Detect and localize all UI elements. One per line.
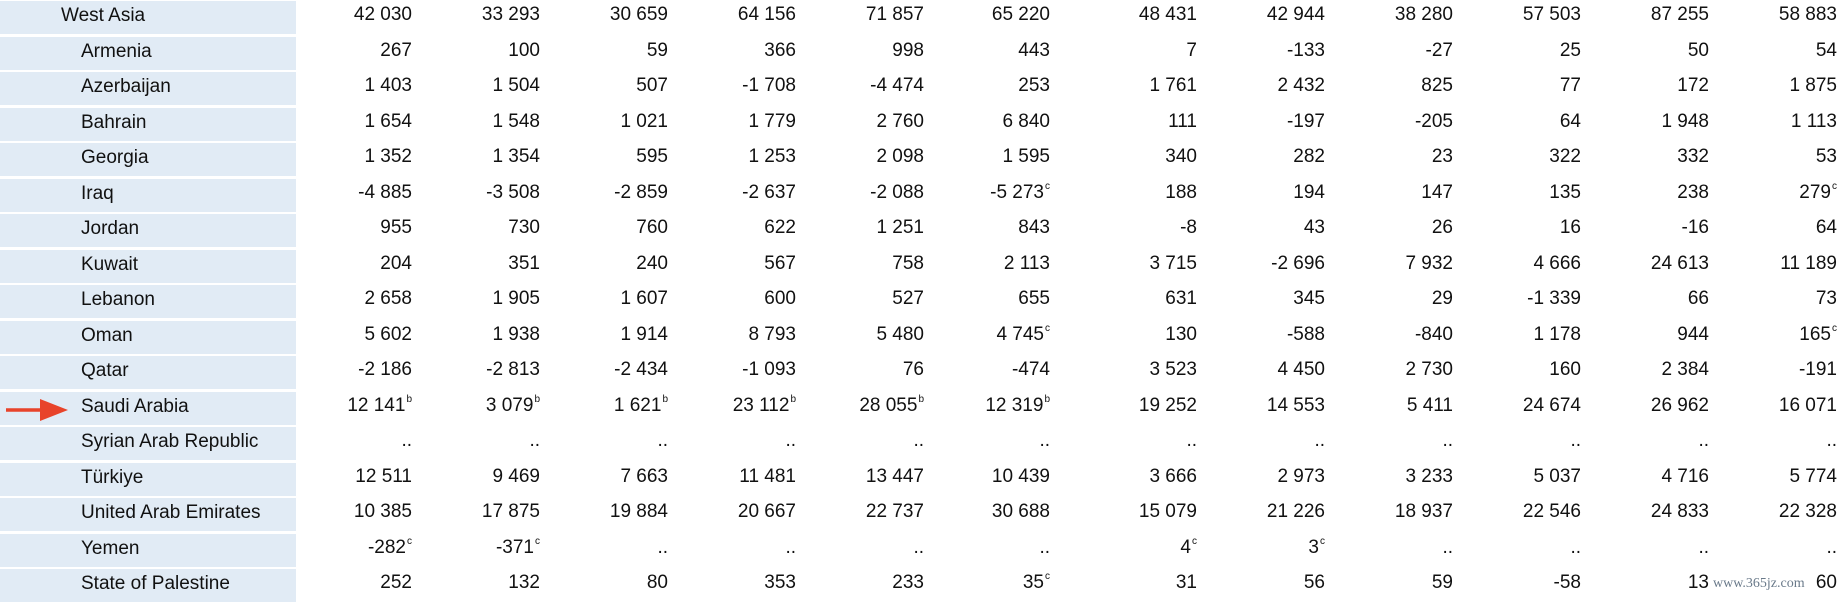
footnote-marker: c <box>1832 322 1837 334</box>
table-cell: 1 548 <box>492 110 540 132</box>
table-cell: 188 <box>1165 181 1197 203</box>
table-cell: -16 <box>1681 217 1709 238</box>
table-cell: 1 113 <box>1790 110 1837 132</box>
table-cell: 2 760 <box>876 110 924 132</box>
row-label: West Asia <box>0 1 296 34</box>
table-cell: 59 <box>1431 572 1453 593</box>
table-cell: 238 <box>1677 181 1709 203</box>
table-cell: -2 696 <box>1271 252 1325 274</box>
table-row <box>0 533 1848 563</box>
table-cell: 240 <box>636 252 668 274</box>
table-cell: .. <box>913 430 924 451</box>
table-cell: 655 <box>1018 288 1050 309</box>
table-cell: 38 280 <box>1394 4 1453 25</box>
table-cell: 758 <box>892 252 924 274</box>
table-cell: -4 474 <box>870 75 924 96</box>
table-cell: 76 <box>902 359 924 380</box>
table-cell: 58 883 <box>1778 4 1837 25</box>
table-cell: 25 <box>1559 39 1581 61</box>
footnote-marker: b <box>918 393 924 405</box>
table-cell: 5 411 <box>1406 394 1453 416</box>
table-cell: 24 833 <box>1650 501 1709 522</box>
table-cell: -205 <box>1414 110 1453 132</box>
table-cell: 19 884 <box>609 501 668 522</box>
table-cell: 825 <box>1421 75 1453 96</box>
row-label: Iraq <box>0 179 296 212</box>
table-cell: .. <box>1826 430 1837 451</box>
table-cell: 6 840 <box>1002 110 1050 132</box>
table-cell: 1 403 <box>364 75 412 96</box>
table-cell: 7 <box>1186 39 1197 61</box>
table-cell: 3 079$^b$ <box>485 393 540 416</box>
table-cell: 12 141$^b$ <box>347 393 412 416</box>
table-cell: 17 875 <box>481 501 540 522</box>
footnote-marker: c <box>535 535 540 547</box>
table-cell: 4 666 <box>1533 252 1581 274</box>
table-row <box>0 426 1848 456</box>
red-arrow-icon <box>6 395 68 425</box>
row-label: United Arab Emirates <box>0 498 296 531</box>
table-cell: -191 <box>1798 359 1837 380</box>
table-cell: 1 938 <box>492 323 540 345</box>
table-cell: 3 523 <box>1149 359 1197 380</box>
table-cell: 1 948 <box>1661 110 1709 132</box>
table-cell: 595 <box>636 146 668 167</box>
table-cell: 233 <box>892 572 924 593</box>
table-cell: 622 <box>764 217 796 238</box>
table-cell: .. <box>785 430 796 451</box>
table-cell: 760 <box>636 217 668 238</box>
table-cell: 130 <box>1165 323 1197 345</box>
table-cell: 1 761 <box>1149 75 1197 96</box>
table-cell: .. <box>913 536 924 558</box>
table-cell: 2 113 <box>1003 252 1050 274</box>
table-cell: -3 508 <box>486 181 540 203</box>
footnote-marker: c <box>1320 535 1325 547</box>
table-cell: 19 252 <box>1138 394 1197 416</box>
footnote-marker: c <box>407 535 412 547</box>
table-cell: 7 932 <box>1405 252 1453 274</box>
table-cell: 11 481 <box>739 465 796 487</box>
footnote-marker: b <box>406 393 412 405</box>
table-cell: 42 944 <box>1266 4 1325 25</box>
table-cell: 65 220 <box>991 4 1050 25</box>
footnote-marker: c <box>1832 180 1837 192</box>
table-cell: 600 <box>764 288 796 309</box>
table-cell: .. <box>657 536 668 558</box>
table-cell: 77 <box>1559 75 1581 96</box>
table-cell: 24 674 <box>1522 394 1581 416</box>
table-cell: 54 <box>1815 39 1837 61</box>
table-cell: .. <box>1698 430 1709 451</box>
table-cell: .. <box>1442 430 1453 451</box>
table-cell: 1 779 <box>748 110 796 132</box>
table-cell: -840 <box>1414 323 1453 345</box>
table-cell: 253 <box>1018 75 1050 96</box>
table-cell: 345 <box>1293 288 1325 309</box>
table-row <box>0 213 1848 243</box>
table-cell: 64 156 <box>737 4 796 25</box>
table-cell: 2 658 <box>364 288 412 309</box>
table-cell: 1 905 <box>492 288 540 309</box>
table-cell: 132 <box>508 572 540 593</box>
table-cell: 443 <box>1018 39 1050 61</box>
table-cell: -1 093 <box>742 359 796 380</box>
table-cell: 1 875 <box>1789 75 1837 96</box>
table-cell: 267 <box>380 39 412 61</box>
table-cell: -8 <box>1180 217 1197 238</box>
table-cell: 26 <box>1431 217 1453 238</box>
table-cell: 59 <box>646 39 668 61</box>
table-cell: 5 480 <box>876 323 924 345</box>
table-cell: 1 654 <box>364 110 412 132</box>
table-cell: 1 251 <box>876 217 924 238</box>
table-cell: 111 <box>1168 110 1197 132</box>
table-cell: 4 745$^c$ <box>996 322 1050 345</box>
table-cell: 16 <box>1559 217 1581 238</box>
table-cell: .. <box>1039 430 1050 451</box>
table-cell: 53 <box>1815 146 1837 167</box>
table-cell: 135 <box>1549 181 1581 203</box>
row-label: Lebanon <box>0 285 296 318</box>
row-label: Armenia <box>0 37 296 70</box>
table-cell: 5 037 <box>1533 465 1581 487</box>
table-cell: 13 447 <box>865 465 924 487</box>
table-cell: 7 663 <box>620 465 668 487</box>
table-cell: 21 226 <box>1266 501 1325 522</box>
table-cell: .. <box>1826 536 1837 558</box>
row-label: Yemen <box>0 534 296 567</box>
row-label: Bahrain <box>0 108 296 141</box>
table-cell: .. <box>401 430 412 451</box>
table-cell: 16 071 <box>1778 394 1837 416</box>
table-cell: -2 186 <box>358 359 412 380</box>
table-cell: 252 <box>380 572 412 593</box>
table-cell: 147 <box>1421 181 1453 203</box>
table-cell: 56 <box>1303 572 1325 593</box>
table-cell: 282 <box>1293 146 1325 167</box>
table-cell: 5 774 <box>1789 465 1837 487</box>
table-cell: .. <box>1039 536 1050 558</box>
table-cell: 31 <box>1175 572 1197 593</box>
table-cell: 73 <box>1815 288 1837 309</box>
table-cell: 1 504 <box>492 75 540 96</box>
table-cell: 4$^c$ <box>1180 535 1197 558</box>
table-cell: .. <box>1570 430 1581 451</box>
row-label: Qatar <box>0 356 296 389</box>
table-cell: 527 <box>892 288 924 309</box>
row-label: Azerbaijan <box>0 72 296 105</box>
table-cell: 332 <box>1677 146 1709 167</box>
table-row <box>0 71 1848 101</box>
table-cell: 26 962 <box>1650 394 1709 416</box>
table-cell: 2 730 <box>1405 359 1453 380</box>
table-cell: -1 339 <box>1527 288 1581 309</box>
table-cell: 1 595 <box>1002 146 1050 167</box>
table-cell: 71 857 <box>865 4 924 25</box>
table-cell: .. <box>529 430 540 451</box>
table-cell: -197 <box>1286 110 1325 132</box>
table-cell: 353 <box>764 572 796 593</box>
table-row <box>0 284 1848 314</box>
table-cell: 2 384 <box>1661 359 1709 380</box>
table-cell: 24 613 <box>1650 252 1709 274</box>
table-cell: 1 621$^b$ <box>613 393 668 416</box>
table-cell: 30 688 <box>991 501 1050 522</box>
footnote-marker: c <box>1045 180 1050 192</box>
row-label: Oman <box>0 321 296 354</box>
table-cell: 194 <box>1293 181 1325 203</box>
table-cell: 351 <box>508 252 540 274</box>
table-cell: 35$^c$ <box>1022 571 1050 593</box>
table-cell: 3 233 <box>1405 465 1453 487</box>
table-cell: 87 255 <box>1650 4 1709 25</box>
table-row <box>0 0 1848 30</box>
table-cell: 340 <box>1165 146 1197 167</box>
table-row <box>0 36 1848 66</box>
table-cell: .. <box>1186 430 1197 451</box>
table-cell: 22 328 <box>1778 501 1837 522</box>
table-cell: 80 <box>646 572 668 593</box>
table-cell: -27 <box>1425 39 1453 61</box>
table-cell: 4 450 <box>1277 359 1325 380</box>
table-cell: 30 659 <box>609 4 668 25</box>
table-cell: 12 319$^b$ <box>985 393 1050 416</box>
table-cell: 12 511 <box>355 465 412 487</box>
table-cell: .. <box>1698 536 1709 558</box>
table-row <box>0 249 1848 279</box>
table-cell: -133 <box>1286 39 1325 61</box>
table-cell: 204 <box>380 252 412 274</box>
table-cell: 42 030 <box>353 4 412 25</box>
table-cell: 1 607 <box>620 288 668 309</box>
table-cell: -4 885 <box>358 181 412 203</box>
footnote-marker: b <box>534 393 540 405</box>
table-cell: 998 <box>892 39 924 61</box>
table-cell: 4 716 <box>1661 465 1709 487</box>
table-cell: 9 469 <box>492 465 540 487</box>
table-cell: 15 079 <box>1138 501 1197 522</box>
table-cell: -2 859 <box>614 181 668 203</box>
table-cell: -371$^c$ <box>495 535 540 558</box>
table-cell: 366 <box>764 39 796 61</box>
table-cell: 23 112$^b$ <box>732 393 796 416</box>
table-cell: -2 813 <box>486 359 540 380</box>
row-label: Jordan <box>0 214 296 247</box>
table-cell: 33 293 <box>481 4 540 25</box>
footnote-marker: c <box>1045 571 1050 582</box>
row-label: Saudi Arabia <box>0 392 296 425</box>
table-cell: 23 <box>1431 146 1453 167</box>
table-cell: 18 937 <box>1394 501 1453 522</box>
table-row <box>0 178 1848 208</box>
table-cell: 10 385 <box>353 501 412 522</box>
table-cell: 14 553 <box>1266 394 1325 416</box>
table-cell: 2 973 <box>1277 465 1325 487</box>
table-row <box>0 568 1848 598</box>
footnote-marker: c <box>1045 322 1050 334</box>
table-cell: -474 <box>1011 359 1050 380</box>
table-cell: 165$^c$ <box>1799 322 1837 345</box>
row-label: Syrian Arab Republic <box>0 427 296 460</box>
row-label: Georgia <box>0 143 296 176</box>
table-row <box>0 107 1848 137</box>
table-cell: 955 <box>380 217 412 238</box>
table-cell: 843 <box>1018 217 1050 238</box>
table-cell: 322 <box>1549 146 1581 167</box>
table-cell: 3 715 <box>1149 252 1197 274</box>
table-cell: 172 <box>1677 75 1709 96</box>
row-label: Kuwait <box>0 250 296 283</box>
table-cell: 57 503 <box>1522 4 1581 25</box>
watermark-text: www.365jz.com <box>1713 576 1805 591</box>
table-cell: 1 021 <box>620 110 668 132</box>
row-label: Türkiye <box>0 463 296 496</box>
table-cell: 48 431 <box>1138 4 1197 25</box>
table-row <box>0 355 1848 385</box>
footnote-marker: b <box>662 393 668 405</box>
table-cell: 13 <box>1687 572 1709 593</box>
table-row <box>0 462 1848 492</box>
table-cell: 730 <box>508 217 540 238</box>
table-cell: 1 354 <box>492 146 540 167</box>
table-cell: .. <box>785 536 796 558</box>
table-cell: 3 666 <box>1149 465 1197 487</box>
table-cell: 43 <box>1303 217 1325 238</box>
table-cell: 1 914 <box>620 323 668 345</box>
table-cell: .. <box>1570 536 1581 558</box>
table-cell: 631 <box>1165 288 1197 309</box>
table-cell: 50 <box>1687 39 1709 61</box>
table-cell: 100 <box>508 39 540 61</box>
table-row <box>0 391 1848 421</box>
table-cell: -5 273$^c$ <box>990 180 1050 203</box>
table-cell: 160 <box>1549 359 1581 380</box>
table-cell: .. <box>1442 536 1453 558</box>
table-row <box>0 497 1848 527</box>
table-cell: -58 <box>1553 572 1581 593</box>
table-cell: 567 <box>764 252 796 274</box>
table-cell: -588 <box>1286 323 1325 345</box>
table-cell: .. <box>657 430 668 451</box>
table-cell: 8 793 <box>748 323 796 345</box>
table-cell: 5 602 <box>364 323 412 345</box>
table-cell: 66 <box>1687 288 1709 309</box>
table-cell: -2 637 <box>742 181 796 203</box>
table-cell: 1 352 <box>364 146 412 167</box>
table-cell: 3$^c$ <box>1308 535 1325 558</box>
table-cell: 64 <box>1559 110 1581 132</box>
table-cell: 944 <box>1677 323 1709 345</box>
table-cell: 28 055$^b$ <box>859 393 924 416</box>
table-cell: 10 439 <box>991 465 1050 487</box>
table-cell: 60 <box>1815 572 1837 593</box>
table-cell: 1 253 <box>748 146 796 167</box>
table-cell: 29 <box>1431 288 1453 309</box>
footnote-marker: c <box>1192 535 1197 547</box>
row-label: State of Palestine <box>0 569 296 602</box>
table-cell: 1 178 <box>1533 323 1581 345</box>
table-row <box>0 142 1848 172</box>
table-cell: -2 434 <box>614 359 668 380</box>
table-cell: 22 737 <box>865 501 924 522</box>
table-cell: -282$^c$ <box>367 535 412 558</box>
table-cell: -1 708 <box>742 75 796 96</box>
table-row <box>0 320 1848 350</box>
table-cell: 507 <box>636 75 668 96</box>
table-cell: 11 189 <box>1780 252 1837 274</box>
table-cell: 20 667 <box>737 501 796 522</box>
table-cell: 64 <box>1815 217 1837 238</box>
footnote-marker: b <box>1044 393 1050 405</box>
footnote-marker: b <box>790 393 796 405</box>
table-cell: 22 546 <box>1522 501 1581 522</box>
table-cell: 2 098 <box>876 146 924 167</box>
table-cell: -2 088 <box>870 181 924 203</box>
table-cell: 2 432 <box>1277 75 1325 96</box>
table-cell: 279$^c$ <box>1799 180 1837 203</box>
table-cell: .. <box>1314 430 1325 451</box>
